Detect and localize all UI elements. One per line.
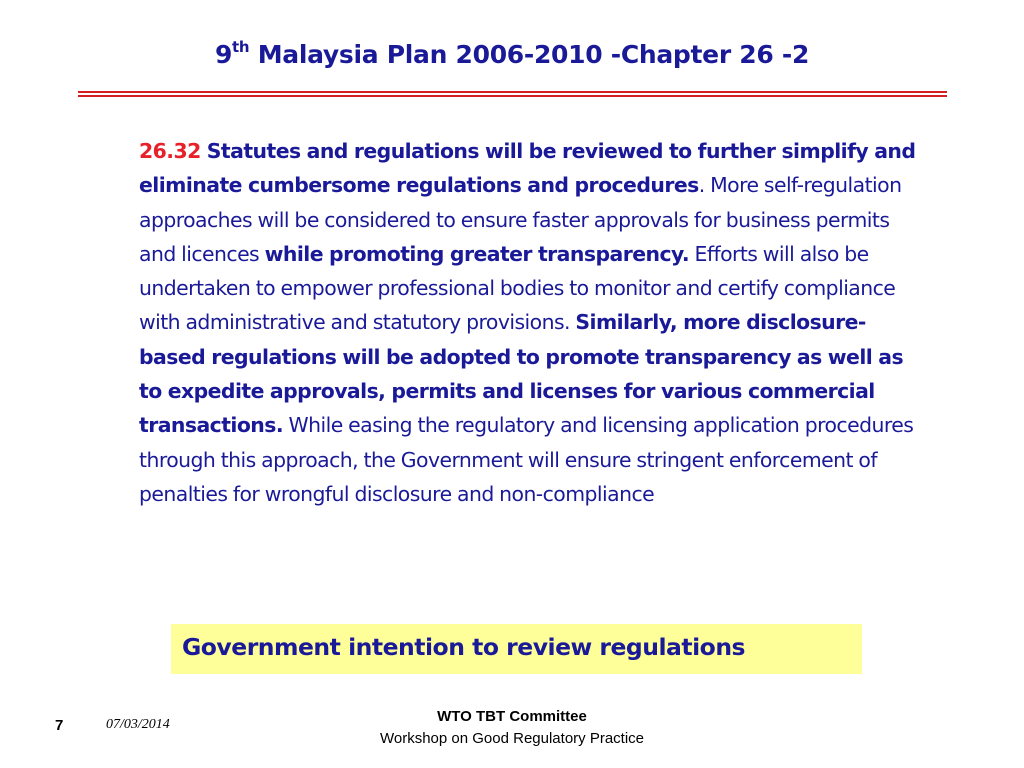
footer-event xyxy=(312,706,712,750)
footer-organization: WTO TBT Committee xyxy=(437,708,587,725)
page-number: 7 xyxy=(55,717,64,734)
paragraph-reference: 26.32 xyxy=(139,139,201,163)
title-superscript: th xyxy=(232,38,250,56)
callout-box: Government intention to review regulations xyxy=(171,624,862,674)
paragraph-26-32 xyxy=(139,134,929,511)
title-underline xyxy=(78,91,947,97)
statement-professional-bodies: Efforts will also be undertaken to empower professional bodies to monitor and certify compliance with administrative and statutory provisions. xyxy=(139,241,896,335)
title-number: 9 xyxy=(214,40,233,69)
statement-self-regulation: . More self-regulation approaches will be considered to ensure faster approvals for business permits and licences xyxy=(139,173,902,266)
slide-title xyxy=(0,40,1024,69)
statement-transparency: while promoting greater transparency. xyxy=(264,241,690,266)
footer-date: 07/03/2014 xyxy=(106,717,170,732)
title-underline-top xyxy=(78,91,947,93)
statement-disclosure-regulations: Similarly, more disclosure-based regulations will be adopted to promote transparency as well as to expedite approvals, permits and licenses for various commercial transactions. xyxy=(139,310,904,438)
title-underline-bottom xyxy=(78,95,947,97)
statement-review-statutes: Statutes and regulations will be reviewed to further simplify and eliminate cumbersome regulations and procedures xyxy=(139,139,916,198)
footer-workshop: Workshop on Good Regulatory Practice xyxy=(379,730,645,747)
statement-enforcement: While easing the regulatory and licensing application procedures through this approach, the Government will ensure stringent enforcement of penalties for wrongful disclosure and non-compliance xyxy=(139,413,914,506)
title-text: Malaysia Plan 2006-2010 -Chapter 26 -2 xyxy=(249,40,810,69)
